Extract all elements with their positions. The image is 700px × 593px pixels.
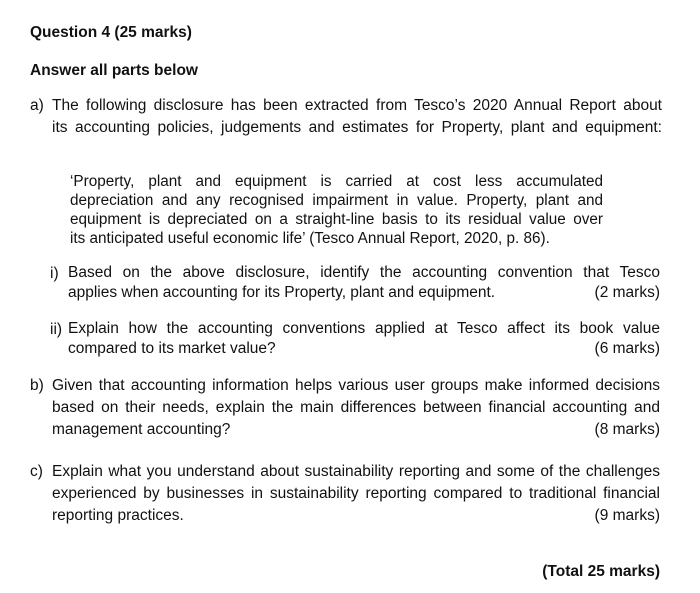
sub-i-line: Based on the above disclosure, identify the accounting convention that Tesco (68, 264, 660, 281)
sub-ii-label: ii) (50, 321, 63, 338)
part-a-text (52, 95, 662, 139)
quote-line: ‘Property, plant and equipment is carried at cost less accumulated (70, 173, 603, 190)
part-c-text (52, 461, 660, 527)
part-b-line: based on their needs, explain the main differences between financial accounting and (52, 399, 660, 416)
quote-line: equipment is depreciated on a straight-line basis to its residual value over (70, 211, 603, 228)
part-a-line: its accounting policies, judgements and estimates for Property, plant and equipment: (52, 119, 662, 136)
part-b-marks: (8 marks) (594, 421, 660, 438)
quote-line: its anticipated useful economic life’ (Tesco Annual Report, 2020, p. 86). (70, 230, 550, 247)
sub-i-label: i) (50, 265, 59, 282)
part-c-line: reporting practices. (52, 507, 184, 524)
sub-ii-line: compared to its market value? (68, 340, 276, 357)
disclosure-quote (70, 172, 603, 248)
sub-i-last-row (68, 283, 660, 303)
part-c-marks: (9 marks) (594, 507, 660, 524)
part-a-line: The following disclosure has been extracted from Tesco’s 2020 Annual Report about (52, 97, 662, 114)
part-b-last-row (52, 419, 660, 441)
part-a-label: a) (30, 97, 44, 114)
sub-i-marks: (2 marks) (594, 284, 660, 301)
sub-ii-marks: (6 marks) (594, 340, 660, 357)
sub-i-text (68, 263, 660, 303)
part-c-label: c) (30, 463, 43, 480)
part-b-line: Given that accounting information helps various user groups make informed decisions (52, 377, 660, 394)
total-marks: (Total 25 marks) (542, 563, 660, 580)
instruction-heading: Answer all parts below (30, 62, 198, 79)
sub-ii-text (68, 319, 660, 359)
quote-line: depreciation and any recognised impairment in value. Property, plant and (70, 192, 603, 209)
part-c-last-row (52, 505, 660, 527)
part-b-line: management accounting? (52, 421, 231, 438)
part-b-text (52, 375, 660, 441)
part-c-line: experienced by businesses in sustainability reporting compared to traditional financial (52, 485, 660, 502)
sub-i-line: applies when accounting for its Property, plant and equipment. (68, 284, 496, 301)
part-c-line: Explain what you understand about sustainability reporting and some of the challenges (52, 463, 660, 480)
sub-ii-line: Explain how the accounting conventions applied at Tesco affect its book value (68, 320, 660, 337)
sub-ii-last-row (68, 339, 660, 359)
part-b-label: b) (30, 377, 44, 394)
question-title: Question 4 (25 marks) (30, 24, 192, 41)
